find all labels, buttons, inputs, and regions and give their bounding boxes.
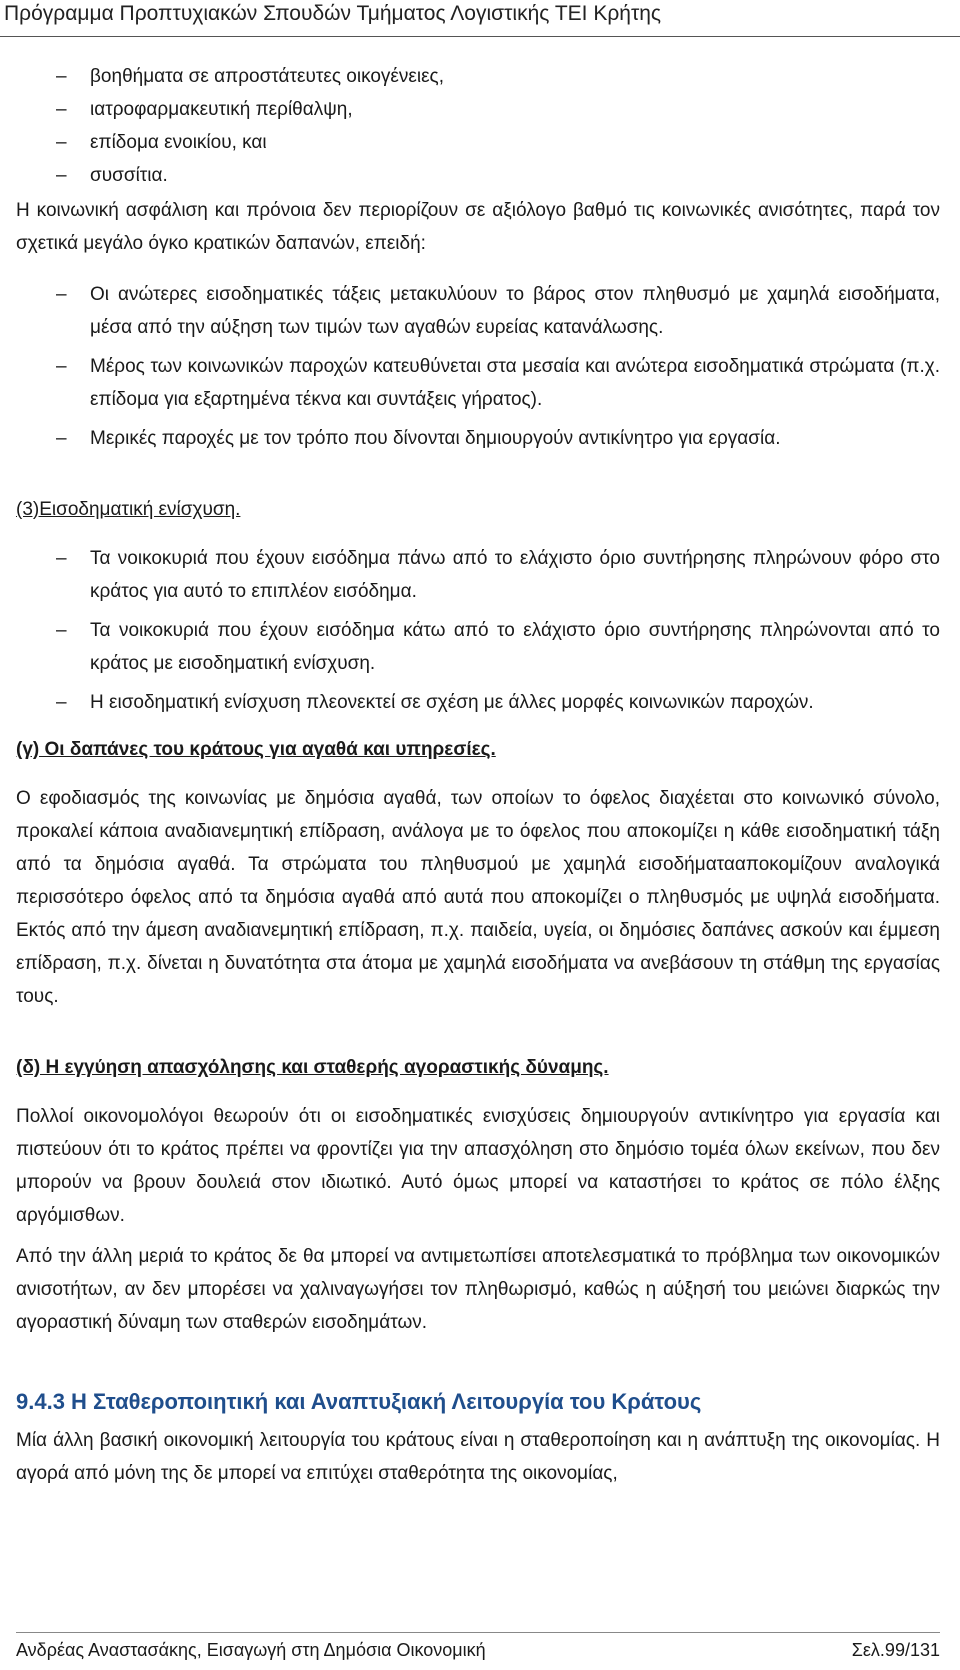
list-item: – Η εισοδηματική ενίσχυση πλεονεκτεί σε σχέση με άλλες μορφές κοινωνικών παροχών.: [56, 692, 814, 713]
list-item: – Μέρος των κοινωνικών παροχών κατευθύνεται στα μεσαία και ανώτερα εισοδηματικά στρώματα (π.χ. επίδομα για εξαρτημένα τέκνα και συντάξεις γήρατος).: [56, 356, 940, 410]
paragraph: Πολλοί οικονομολόγοι θεωρούν ότι οι εισοδηματικές ενισχύσεις δημιουργούν αντικίνητρο για εργασία και πιστεύουν ότι το κράτος πρέπει να φροντίζει για την απασχόληση στο δημόσιο τομέα όλων εκείνων, που δεν μπορούν να βρουν δουλειά στον ιδιωτικό. Αυτό όμως μπορεί να καταστήσει το κράτος σε πόλο έλξης αργόμισθων.: [16, 1106, 940, 1226]
list-item: – επίδομα ενοικίου, και: [56, 132, 267, 153]
chapter-heading: 9.4.3 Η Σταθεροποιητική και Αναπτυξιακή Λειτουργία του Κράτους: [16, 1389, 702, 1414]
list-item: – συσσίτια.: [56, 165, 168, 186]
footer-rule: [16, 1632, 940, 1633]
page-content: [16, 60, 940, 1490]
section-heading: (3)Εισοδηματική ενίσχυση.: [16, 499, 241, 520]
list-item: – βοηθήματα σε απροστάτευτες οικογένειες,: [56, 66, 444, 87]
list-item: – Τα νοικοκυριά που έχουν εισόδημα πάνω από το ελάχιστο όριο συντήρησης πληρώνουν φόρο στο κράτος για αυτό το επιπλέον εισόδημα.: [56, 548, 940, 602]
list-item: – Μερικές παροχές με τον τρόπο που δίνονται δημιουργούν αντικίνητρο για εργασία.: [56, 428, 781, 449]
list-income-support: [16, 542, 940, 719]
paragraph: Μία άλλη βασική οικονομική λειτουργία του κράτους είναι η σταθεροποίηση και η ανάπτυξη της οικονομίας. Η αγορά από μόνη της δε μπορεί να επιτύχει σταθερότητα της οικονομίας,: [16, 1430, 940, 1484]
section-heading: (γ) Οι δαπάνες του κράτους για αγαθά και υπηρεσίες.: [16, 739, 496, 760]
list-item: – Τα νοικοκυριά που έχουν εισόδημα κάτω από το ελάχιστο όριο συντήρησης πληρώνονται από το κράτος με εισοδηματική ενίσχυση.: [56, 620, 940, 674]
list-social-benefits: [16, 60, 940, 192]
list-item: – ιατροφαρμακευτική περίθαλψη,: [56, 99, 353, 120]
page-header: Πρόγραμμα Προπτυχιακών Σπουδών Τμήματος Λογιστικής ΤΕΙ Κρήτης: [4, 2, 662, 25]
footer-author: Ανδρέας Αναστασάκης, Εισαγωγή στη Δημόσια Οικονομική: [16, 1640, 486, 1660]
paragraph: Ο εφοδιασμός της κοινωνίας με δημόσια αγαθά, των οποίων το όφελος διαχέεται στο κοινωνικό σύνολο, προκαλεί κάποια αναδιανεμητική επίδραση, ανάλογα με το όφελος που αποκομίζει η κάθε εισοδηματική τάξη από τα δημόσια αγαθά. Τα στρώματα του πληθυσμού με χαμηλά εισοδήματααποκομίζουν αναλογικά περισσότερο όφελος από τα δημόσια αγαθά από αυτά που αποκομίζει ο πληθυσμός με υψηλά εισοδήματα. Εκτός από την άμεση αναδιανεμητική επίδραση, π.χ. παιδεία, υγεία, οι δημόσιες δαπάνες ασκούν και έμμεση επίδραση, π.χ. δίνεται η δυνατότητα στα άτομα με χαμηλά εισοδήματα να ανεβάσουν τη στάθμη της εργασίας τους.: [16, 788, 940, 1007]
page-footer: [16, 1640, 940, 1661]
header-rule: [0, 36, 960, 37]
paragraph: Η κοινωνική ασφάλιση και πρόνοια δεν περιορίζουν σε αξιόλογο βαθμό τις κοινωνικές ανισότητες, παρά τον σχετικά μεγάλο όγκο κρατικών δαπανών, επειδή:: [16, 200, 940, 254]
list-item: – Οι ανώτερες εισοδηματικές τάξεις μετακυλύουν το βάρος στον πληθυσμό με χαμηλά εισοδήματα, μέσα από την αύξηση των τιμών των αγαθών ευρείας κατανάλωσης.: [56, 284, 940, 338]
list-reasons: [16, 278, 940, 455]
section-heading: (δ) Η εγγύηση απασχόλησης και σταθερής αγοραστικής δύναμης.: [16, 1057, 609, 1078]
page-number: Σελ.99/131: [851, 1640, 940, 1660]
paragraph: Από την άλλη μεριά το κράτος δε θα μπορεί να αντιμετωπίσει αποτελεσματικά το πρόβλημα των οικονομικών ανισοτήτων, αν δεν μπορέσει να χαλιναγωγήσει τον πληθωρισμό, καθώς η αύξησή του μειώνει διαρκώς την αγοραστική δύναμη των σταθερών εισοδημάτων.: [16, 1246, 940, 1333]
